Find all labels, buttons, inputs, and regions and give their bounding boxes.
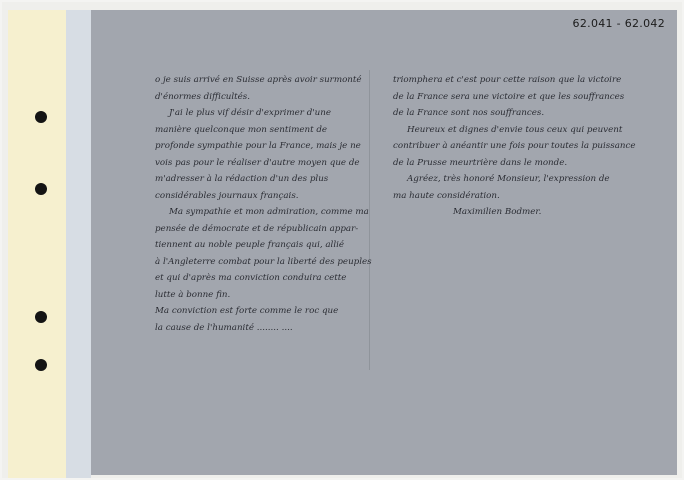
letter-line: Agréez, très honoré Monsieur, l'expression de xyxy=(407,174,610,184)
letter-line: à l'Angleterre combat pour la liberté des peuples xyxy=(155,256,372,267)
letter-left-column xyxy=(155,72,372,336)
letter-line: tiennent au noble peuple français qui, allié xyxy=(155,240,345,250)
letter-line: o je suis arrivé en Suisse après avoir surmonté xyxy=(155,75,362,85)
letter-line: Ma sympathie et mon admiration, comme ma xyxy=(169,207,369,217)
punch-hole xyxy=(35,311,47,323)
column-fold xyxy=(369,70,370,370)
letter-line: Heureux et dignes d'envie tous ceux qui peuvent xyxy=(407,124,623,135)
letter-line: manière quelconque mon sentiment de xyxy=(155,124,328,135)
letter-line: et qui d'après ma conviction conduira cette xyxy=(155,273,347,283)
letter-line: de la France sera une victoire et que les souffrances xyxy=(393,91,625,102)
letter-line: contribuer à anéantir une fois pour toutes la puissance xyxy=(393,141,636,151)
letter-line: de la France sont nos souffrances. xyxy=(393,108,545,118)
letter-sheet xyxy=(91,10,677,475)
letter-line: Ma conviction est forte comme le roc que xyxy=(155,306,339,316)
letter-right-column xyxy=(393,72,663,221)
page-frame xyxy=(2,2,682,478)
punch-hole xyxy=(35,359,47,371)
letter-line: la cause de l'humanité ........ .... xyxy=(155,322,293,333)
letter-line: triomphera et c'est pour cette raison que la victoire xyxy=(393,75,622,85)
letter-line: pensée de démocrate et de républicain appar- xyxy=(155,223,359,234)
punch-hole xyxy=(35,183,47,195)
letter-line: profonde sympathie pour la France, mais je ne xyxy=(155,141,361,151)
binder-margin xyxy=(8,10,67,478)
reference-number: 62.041 - 62.042 xyxy=(572,17,665,30)
letter-line: vois pas pour le réaliser d'autre moyen que de xyxy=(155,157,360,168)
letter-line: d'énormes difficultés. xyxy=(155,91,251,102)
letter-line: considérables journaux français. xyxy=(155,190,299,201)
punch-hole xyxy=(35,111,47,123)
letter-line: lutte à bonne fin. xyxy=(155,289,231,300)
binder-strip xyxy=(66,10,91,478)
letter-line: J'ai le plus vif désir d'exprimer d'une xyxy=(169,108,331,118)
letter-line: ma haute considération. xyxy=(393,190,500,201)
letter-line: de la Prusse meurtrière dans le monde. xyxy=(393,157,568,168)
signature: Maximilien Bodmer. xyxy=(453,207,542,217)
letter-line: m'adresser à la rédaction d'un des plus xyxy=(155,174,329,184)
